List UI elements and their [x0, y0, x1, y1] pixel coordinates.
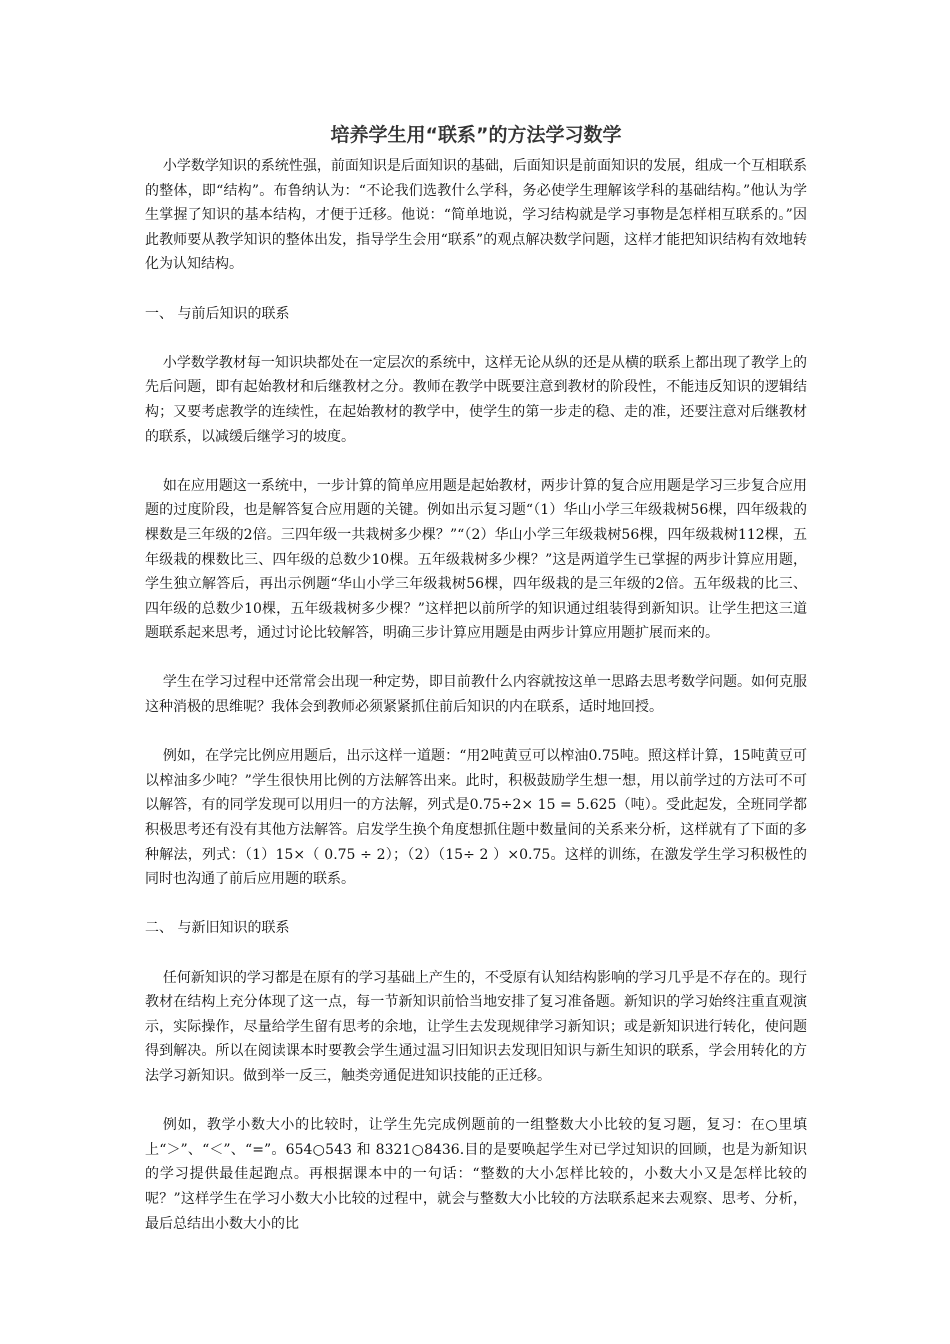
section2-paragraph-2: 例如，教学小数大小的比较时，让学生先完成例题前的一组整数大小比较的复习题，复习：在○里填上“＞”、“＜”、“=”。654○543 和 8321○8436.目的是要唤起学生对已学过知识的回顾，也是为新知识的学习提供最佳起跑点。再根据课本中的一句话：“整数的大小怎样比较的，小数大小又是怎样比较的呢？”这样学生在学习小数大小比较的过程中，就会与整数大小比较的方法联系起来去观察、思考、分析，最后总结出小数大小的比 [145, 1117, 807, 1232]
paragraph-gap [145, 941, 807, 966]
section1-paragraph-2: 如在应用题这一系统中，一步计算的简单应用题是起始教材，两步计算的复合应用题是学习三步复合应用题的过度阶段，也是解答复合应用题的关键。例如出示复习题“（1）华山小学三年级栽树56棵，四年级栽的棵数是三年级的2倍。三四年级一共栽树多少棵？”“（2）华山小学三年级栽树56棵，四年级栽树112棵，五年级栽的棵数比三、四年级的总数少10棵。五年级栽树多少棵？”这是两道学生已掌握的两步计算应用题，学生独立解答后，再出示例题“华山小学三年级栽树56棵，四年级栽的是三年级的2倍。五年级栽的比三、四年级的总数少10棵，五年级栽树多少棵？”这样把以前所学的知识通过组装得到新知识。让学生把这三道题联系起来思考，通过讨论比较解答，明确三步计算应用题是由两步计算应用题扩展而来的。 [145, 477, 807, 642]
paragraph-gap [145, 449, 807, 474]
document-page [145, 118, 807, 1236]
section1-paragraph-3: 学生在学习过程中还常常会出现一种定势，即目前教什么内容就按这单一思路去思考数学问题。如何克服这种消极的思维呢？我体会到教师必须紧紧抓住前后知识的内在联系，适时地回授。 [145, 674, 807, 716]
section1-paragraph-1: 小学数学教材每一知识块都处在一定层次的系统中，这样无论从纵的还是从横的联系上都出现了教学上的先后问题，即有起始教材和后继教材之分。教师在教学中既要注意到教材的阶段性，不能违反知识的逻辑结构；又要考虑教学的连续性，在起始教材的教学中，使学生的第一步走的稳、走的准，还要注意对后继教材的联系，以减缓后继学习的坡度。 [145, 354, 807, 445]
paragraph-gap [145, 892, 807, 917]
paragraph-gap [145, 646, 807, 671]
intro-paragraph: 小学数学知识的系统性强，前面知识是后面知识的基础，后面知识是前面知识的发展，组成一个互相联系的整体，即“结构”。布鲁纳认为：“不论我们选教什么学科，务必使学生理解该学科的基础结构。”他认为学生掌握了知识的基本结构，才便于迁移。他说：“简单地说，学习结构就是学习事物是怎样相互联系的。”因此教师要从教学知识的整体出发，指导学生会用“联系”的观点解决数学问题，这样才能把知识结构有效地转化为认知结构。 [145, 158, 807, 273]
paragraph-gap [145, 1089, 807, 1114]
paragraph-gap [145, 720, 807, 745]
section-heading-2: 二、 与新旧知识的联系 [145, 920, 290, 937]
section2-paragraph-1: 任何新知识的学习都是在原有的学习基础上产生的，不受原有认知结构影响的学习几乎是不存在的。现行教材在结构上充分体现了这一点，每一节新知识前恰当地安排了复习准备题。新知识的学习始终注重直观演示，实际操作，尽量给学生留有思考的余地，让学生去发现规律学习新知识；或是新知识进行转化，使问题得到解决。所以在阅读课本时要教会学生通过温习旧知识去发现旧知识与新生知识的联系，学会用转化的方法学习新知识。做到举一反三，触类旁通促进知识技能的正迁移。 [145, 969, 807, 1084]
paragraph-gap [145, 277, 807, 302]
paragraph-gap [145, 326, 807, 351]
section1-paragraph-4: 例如，在学完比例应用题后，出示这样一道题：“用2吨黄豆可以榨油0.75吨。照这样计算，15吨黄豆可以榨油多少吨？”学生很快用比例的方法解答出来。此时，积极鼓励学生想一想，用以前学过的方法可不可以解答，有的同学发现可以用归一的方法解，列式是0.75÷2× 15 = 5.625（吨）。受此起发，全班同学都积极思考还有没有其他方法解答。启发学生换个角度想抓住题中数量间的关系来分析，这样就有了下面的多种解法，列式：（1）15×（ 0.75 ÷ 2）；（2）（15÷ 2 ）×0.75。这样的训练，在激发学生学习积极性的同时也沟通了前后应用题的联系。 [145, 748, 807, 888]
section-heading-1: 一、 与前后知识的联系 [145, 305, 290, 322]
document-title: 培养学生用“联系”的方法学习数学 [330, 124, 622, 146]
